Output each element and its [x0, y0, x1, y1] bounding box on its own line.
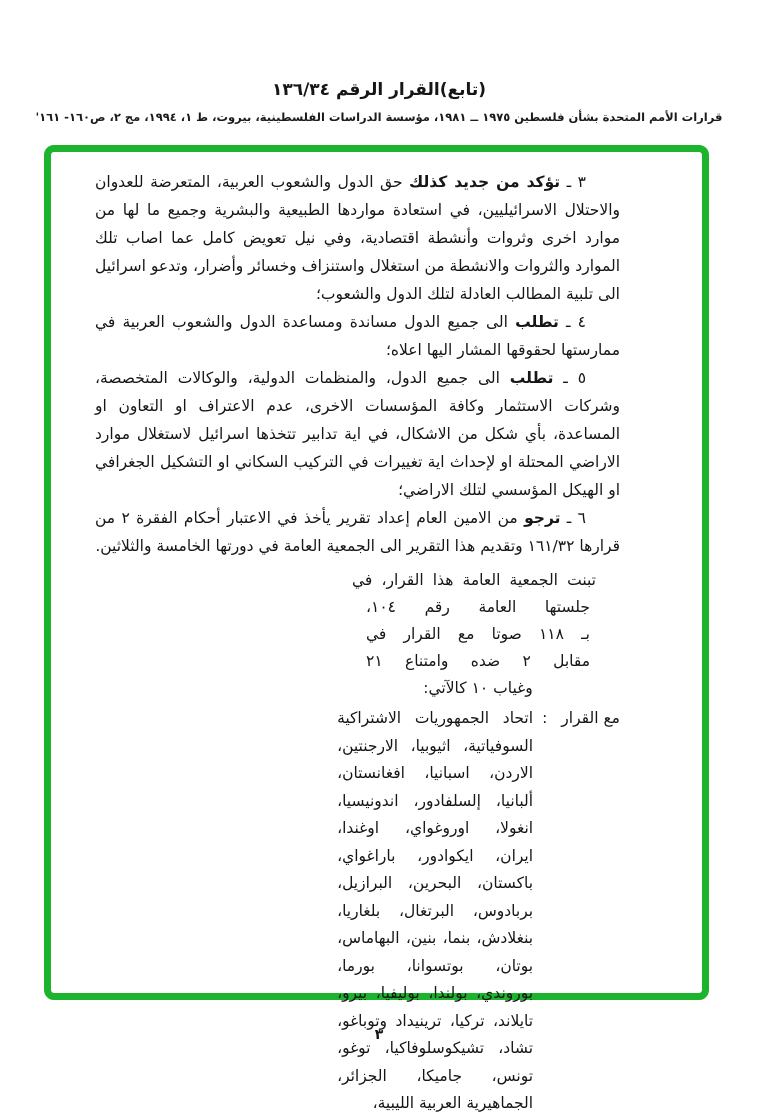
- countries-list: اتحاد الجمهوريات الاشتراكية السوفياتية، اثيوبيا، الارجنتين، الاردن، اسبانيا، افغانستان، ألبانيا، إلسلفادور، اندونيسيا، انغولا، اوروغواي، اوغندا، ايران، ايكوادور، باراغواي، باكستان، البحرين، البرازيل، بربادوس، البرتغال، بلغاريا، بنغلادش، بنما، بنين، البهاماس، بوتان، بوتسوانا، بورما، بوروندي، بولندا، بوليفيا، بيرو، تايلاند، تركيا، ترينيداد وتوباغو، تشاد، تشيكوسلوفاكيا، توغو، تونس، جاميكا، الجزائر، الجماهيرية العربية الليبية،: [337, 709, 534, 1112]
- paragraph-4: ٤ ـ تطلب الى جميع الدول مساندة ومساعدة الدول والشعوب العربية في ممارستها لحقوقها المشار اليها اعلاه؛: [95, 313, 620, 359]
- vote-record-row: [95, 705, 620, 1118]
- adoption-note: [352, 567, 596, 702]
- citation-line: قرارات الأمم المتحدة بشأن فلسطين ١٩٧٥ ــ ١٩٨١، مؤسسة الدراسات الفلسطينية، بيروت، ط ١، ١٩٩٤، مج ٢، ص١٦٠- ١٦١': [35, 110, 723, 124]
- adoption-line: وغياب ١٠ كالآتي:: [423, 679, 533, 697]
- adoption-line: تبنت الجمعية العامة هذا القرار، في: [352, 571, 596, 589]
- vote-label: مع القرار: [561, 709, 620, 727]
- paragraph-6: ٦ ـ ترجو من الامين العام إعداد تقرير يأخذ في الاعتبار أحكام الفقرة ٢ من قرارها ١٦١/٣٢ وتقديم هذا التقرير الى الجمعية العامة في دورتها الخامسة والثلاثين.: [95, 509, 620, 555]
- adoption-line: مقابل ٢ ضده وامتناع ٢١: [366, 652, 590, 670]
- paragraph-3: ٣ ـ تؤكد من جديد كذلك حق الدول والشعوب العربية، المتعرضة للعدوان والاحتلال الاسرائيليين، في استعادة مواردها الطبيعية والبشرية وجميع ما لها من موارد اخرى وثروات وأنشطة اقتصادية، وفي نيل تعويض كامل عما اصاب تلك الموارد والثروات والانشطة من استغلال واستنزاف وخسائر وأضرار، وتدعو اسرائيل الى تلبية المطالب العادلة لتلك الدول والشعوب؛: [95, 173, 620, 303]
- colon-separator: :: [542, 709, 548, 727]
- adoption-line: بـ ١١٨ صوتا مع القرار في: [366, 625, 590, 643]
- paragraph-5: ٥ ـ تطلب الى جميع الدول، والمنظمات الدولية، والوكالات المتخصصة، وشركات الاستثمار وكافة المؤسسات الاخرى، عدم الاعتراف او التعاون او المساعدة، بأي شكل من الاشكال، في اية تدابير تتخذها اسرائيل لاستغلال موارد الاراضي المحتلة او لإحداث اية تغييرات في التركيب السكاني او التشكيل الجغرافي او الهيكل المؤسسي لتلك الاراضي؛: [95, 369, 620, 499]
- page-number: ٣: [374, 1027, 384, 1043]
- highlight-border: [44, 145, 709, 1112]
- page-title: (تابع)القرار الرقم ١٣٦/٣٤: [271, 80, 487, 100]
- adoption-line: جلستها العامة رقم ١٠٤،: [366, 598, 590, 616]
- resolution-text: [95, 168, 620, 1118]
